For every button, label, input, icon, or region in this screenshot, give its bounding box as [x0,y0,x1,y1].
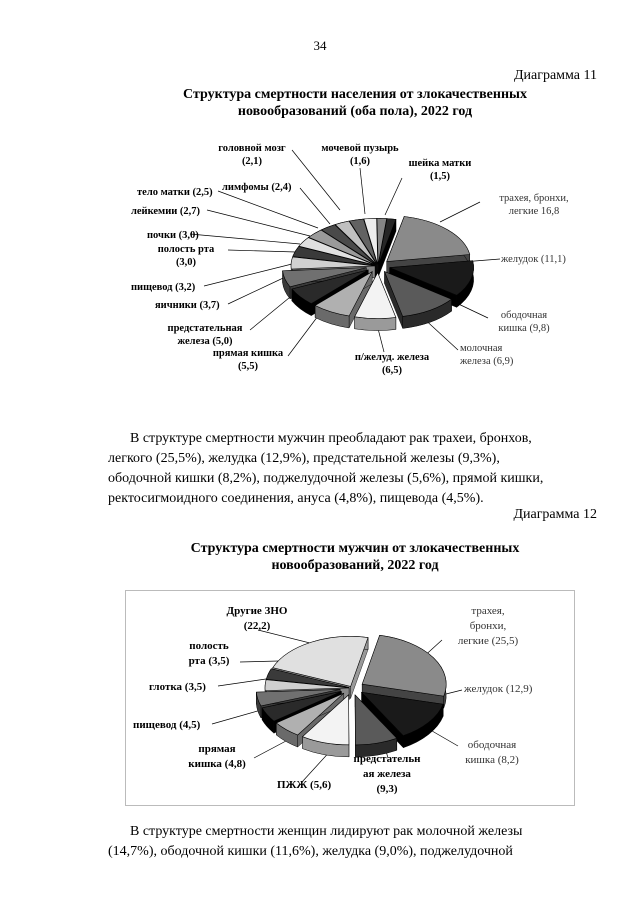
diagram-12-slices [256,635,446,757]
d12-label-prostate-value: (9,3) [376,783,398,795]
d11-label-lymphoma: лимфомы (2,4) [222,182,292,193]
d11-label-oral-value: (3,0) [175,257,197,268]
paragraph-1-line-4: ректосигмоидного соединения, ануса (4,8%), пищевода (4,5%). [108,491,484,506]
d11-label-stomach: желудок (11,1) [501,254,566,265]
d11-label-pancreas-value: (6,5) [381,365,403,376]
d11-label-kidney: почки (3,0) [147,230,199,241]
d11-label-ovary: яичники (3,7) [155,300,220,311]
d12-label-oral: полость [189,640,229,652]
d11-label-breast: молочная [460,343,503,354]
d12-label-stomach: желудок (12,9) [464,683,533,695]
d12-label-other: Другие ЗНО [226,605,288,617]
d11-label-brain: головной мозг [218,143,286,154]
d12-label-other-value: (22,2) [243,620,271,632]
d12-label-colon: ободочная [467,739,517,751]
paragraph-2-line-1: В структуре смертности женщин лидируют рак молочной железы [130,824,523,839]
diagram-12-title-line2: новообразований, 2022 год [271,558,439,573]
diagram-11-title-line1: Структура смертности населения от злокачественных [183,87,527,102]
d11-label-prostate: предстательная [167,323,243,334]
d12-label-pancreas: ПЖЖ (5,6) [277,779,332,791]
d11-label-breast-value: железа (6,9) [460,356,514,367]
diagram-11-title-line2: новообразований (оба пола), 2022 год [237,104,473,119]
paragraph-1-line-2: легкого (25,5%), желудка (12,9%), предстательной железы (9,3%), [108,451,500,466]
d12-label-prostate: предстательн [353,753,421,765]
diagram-11-label: Диаграмма 11 [513,68,597,83]
d11-label-bladder-value: (1,6) [349,156,371,167]
paragraph-women-mortality [108,822,578,862]
page-number: 34 [313,38,327,53]
d11-label-pancreas: п/желуд. железа [354,352,430,363]
d11-label-colon-value: кишка (9,8) [498,323,550,334]
d12-label-pharynx: глотка (3,5) [149,681,206,693]
paragraph-1-line-1: В структуре смертности мужчин преобладают рак трахеи, бронхов, [130,431,532,446]
d11-label-prostate-value: железа (5,0) [177,336,233,347]
d12-label-trachea-line2: бронхи, [469,620,507,632]
d12-label-esophagus: пищевод (4,5) [133,719,201,731]
d11-label-cervix-value: (1,5) [429,171,451,182]
diagram-12-title-line1: Структура смертности мужчин от злокачественных [190,541,520,556]
d11-label-uterus: тело матки (2,5) [137,187,213,198]
d11-label-trachea: трахея, бронхи, [499,193,569,204]
paragraph-2-line-2: (14,7%), ободочной кишки (11,6%), желудка (9,0%), поджелудочной [108,844,513,859]
d11-label-bladder: мочевой пузырь [321,143,399,154]
d11-label-rectum-value: (5,5) [237,361,259,372]
paragraph-1-line-3: ободочной кишки (8,2%), поджелудочной железы (5,6%), прямой кишки, [108,471,544,486]
d12-label-prostate-line2: ая железа [363,768,411,780]
d11-label-colon: ободочная [500,310,548,321]
diagram-12-label: Диаграмма 12 [513,507,597,522]
d12-label-rectum: прямая [198,743,236,755]
d11-label-trachea-value: легкие 16,8 [508,206,560,217]
d12-label-oral-value: рта (3,5) [188,655,230,667]
d12-label-trachea: трахея, [471,605,505,617]
d11-label-oral: полость рта [157,244,215,255]
d11-label-leukemia: лейкемии (2,7) [131,206,201,217]
d11-label-brain-value: (2,1) [241,156,263,167]
d12-label-trachea-value: легкие (25,5) [457,635,519,647]
d11-label-cervix: шейка матки [408,158,472,169]
d12-label-colon-value: кишка (8,2) [465,754,519,766]
d12-label-rectum-value: кишка (4,8) [188,758,246,770]
d11-label-rectum: прямая кишка [212,348,284,359]
d11-label-esophagus: пищевод (3,2) [131,282,196,293]
